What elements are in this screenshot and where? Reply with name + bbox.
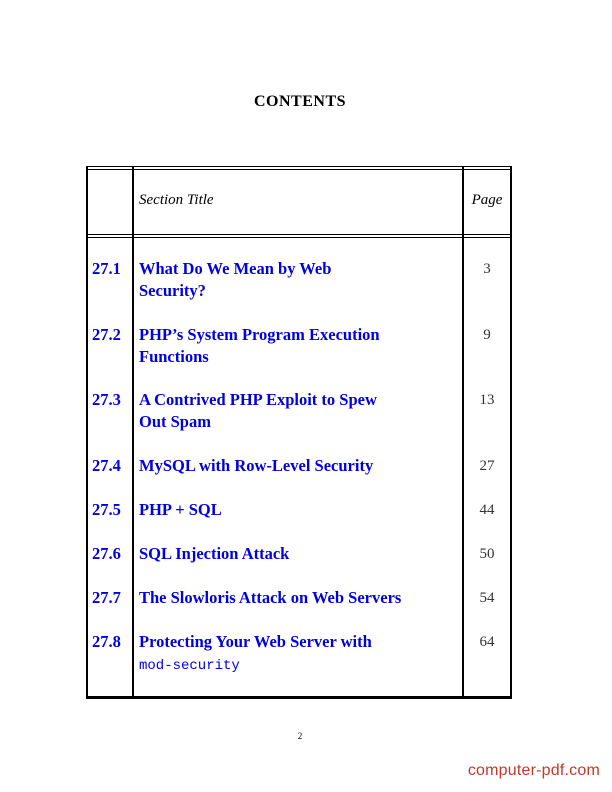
row-title[interactable]	[139, 324, 461, 368]
table-left-border	[86, 166, 88, 699]
page-number: 2	[297, 731, 303, 741]
row-page: 54	[479, 590, 495, 606]
row-title-line[interactable]: Security?	[139, 281, 206, 300]
header-rule	[86, 234, 512, 235]
row-title-line-code[interactable]: mod-security	[139, 658, 240, 674]
header-rule-2	[86, 237, 512, 238]
row-number[interactable]: 27.5	[92, 500, 121, 519]
row-number[interactable]: 27.1	[92, 259, 121, 278]
header-page: Page	[471, 192, 503, 208]
row-number[interactable]: 27.4	[92, 456, 121, 475]
row-title[interactable]	[139, 258, 461, 302]
row-title-line[interactable]: Functions	[139, 347, 209, 366]
row-page: 9	[483, 327, 491, 343]
row-page: 64	[479, 634, 495, 650]
row-title-line[interactable]: The Slowloris Attack on Web Servers	[139, 588, 402, 607]
row-title-line[interactable]: Out Spam	[139, 412, 211, 431]
row-number[interactable]: 27.6	[92, 544, 121, 563]
row-title-line[interactable]: Protecting Your Web Server with	[139, 632, 372, 651]
row-page: 3	[483, 261, 491, 277]
row-title[interactable]	[139, 543, 461, 565]
number-column-divider	[132, 166, 134, 699]
page-column-divider	[462, 166, 464, 699]
row-page: 44	[479, 502, 495, 518]
table-right-border	[510, 166, 512, 699]
row-number[interactable]: 27.2	[92, 325, 121, 344]
row-title-line[interactable]: What Do We Mean by Web	[139, 259, 332, 278]
row-title[interactable]	[139, 455, 461, 477]
row-title[interactable]	[139, 631, 461, 677]
row-title-line[interactable]: A Contrived PHP Exploit to Spew	[139, 390, 377, 409]
row-title[interactable]	[139, 389, 461, 433]
table-top-rule-2	[86, 169, 512, 170]
page-title: CONTENTS	[253, 93, 347, 110]
row-number[interactable]: 27.3	[92, 390, 121, 409]
row-page: 50	[479, 546, 495, 562]
row-number[interactable]: 27.8	[92, 632, 121, 651]
header-section-title: Section Title	[139, 192, 214, 208]
row-title-line[interactable]: MySQL with Row-Level Security	[139, 456, 374, 475]
row-title-line[interactable]: PHP + SQL	[139, 500, 222, 519]
watermark-text: computer-pdf.com	[467, 762, 600, 779]
table-top-rule	[86, 166, 512, 167]
row-title-line[interactable]: SQL Injection Attack	[139, 544, 290, 563]
row-page: 27	[479, 458, 495, 474]
row-title[interactable]	[139, 499, 461, 521]
row-title[interactable]	[139, 587, 461, 609]
row-number[interactable]: 27.7	[92, 588, 121, 607]
row-title-line[interactable]: PHP’s System Program Execution	[139, 325, 380, 344]
table-bottom-rule	[86, 696, 512, 699]
row-page: 13	[479, 392, 495, 408]
